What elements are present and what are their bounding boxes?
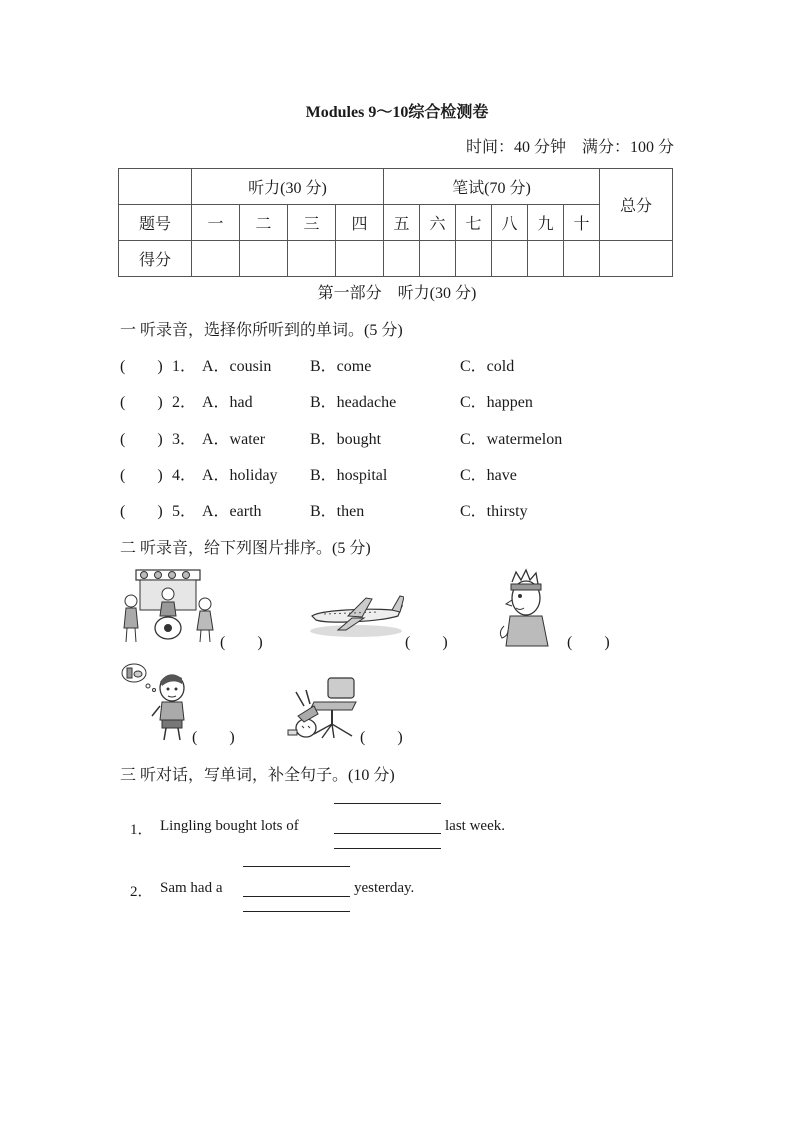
- order-paren[interactable]: ( ): [192, 729, 235, 746]
- question-number: 3．: [172, 431, 197, 448]
- section2-heading: 二 听录音，给下列图片排序。(5 分): [120, 540, 371, 557]
- table-number: 二: [240, 205, 288, 241]
- order-paren[interactable]: ( ): [405, 634, 448, 651]
- answer-paren[interactable]: ( ): [120, 358, 163, 375]
- option-c: C．watermelon: [460, 431, 563, 448]
- question-row: [120, 353, 600, 377]
- listening-header: 听力(30 分): [192, 169, 384, 205]
- score-cell[interactable]: [528, 241, 564, 277]
- sentence-start: Lingling bought lots of: [160, 818, 299, 834]
- section3-heading: 三 听对话，写单词，补全句子。(10 分): [120, 767, 395, 784]
- score-cell[interactable]: [384, 241, 420, 277]
- writing-line: [334, 848, 441, 849]
- answer-paren[interactable]: ( ): [120, 431, 163, 448]
- table-number: 十: [564, 205, 600, 241]
- answer-blank[interactable]: [334, 833, 441, 834]
- score-cell[interactable]: [336, 241, 384, 277]
- option-c: C．have: [460, 467, 517, 484]
- fill-item: [130, 880, 550, 900]
- writing-header: 笔试(70 分): [384, 169, 600, 205]
- question-row: [120, 389, 600, 413]
- score-cell[interactable]: [420, 241, 456, 277]
- answer-paren[interactable]: ( ): [120, 394, 163, 411]
- order-paren[interactable]: ( ): [567, 634, 610, 651]
- score-cell[interactable]: [240, 241, 288, 277]
- page-title: Modules 9～10综合检测卷: [305, 104, 489, 121]
- question-number: 5．: [172, 503, 197, 520]
- order-paren[interactable]: ( ): [220, 634, 263, 651]
- item-number: 2．: [130, 884, 153, 900]
- table-number: 三: [288, 205, 336, 241]
- option-c: C．cold: [460, 358, 515, 375]
- question-number: 1．: [172, 358, 197, 375]
- option-b: B．come: [310, 358, 372, 375]
- option-b: B．headache: [310, 394, 397, 411]
- fallen-chair-picture: [284, 676, 360, 742]
- item-number: 1．: [130, 822, 153, 838]
- sick-man-picture: [494, 568, 556, 648]
- table-number: 七: [456, 205, 492, 241]
- writing-line: [243, 866, 350, 867]
- answer-paren[interactable]: ( ): [120, 503, 163, 520]
- option-c: C．thirsty: [460, 503, 528, 520]
- score-cell[interactable]: [288, 241, 336, 277]
- option-b: B．then: [310, 503, 365, 520]
- part-heading: 第一部分 听力(30 分): [317, 285, 477, 302]
- option-a: A．water: [202, 431, 266, 448]
- sentence-start: Sam had a: [160, 880, 223, 896]
- sentence-end: last week.: [445, 818, 505, 834]
- score-table: [118, 168, 673, 277]
- exam-meta: 时间：40 分钟 满分：100 分: [465, 139, 674, 156]
- table-number: 六: [420, 205, 456, 241]
- question-row: [120, 462, 600, 486]
- option-a: A．earth: [202, 503, 262, 520]
- option-c: C．happen: [460, 394, 533, 411]
- section1-heading: 一 听录音，选择你所听到的单词。(5 分): [120, 322, 403, 339]
- sentence-end: yesterday.: [354, 880, 415, 896]
- answer-blank[interactable]: [243, 896, 350, 897]
- writing-line: [243, 911, 350, 912]
- option-b: B．bought: [310, 431, 382, 448]
- score-cell[interactable]: [564, 241, 600, 277]
- table-number: 八: [492, 205, 528, 241]
- band-picture: [118, 566, 218, 646]
- total-score-cell[interactable]: [600, 241, 673, 277]
- score-cell[interactable]: [192, 241, 240, 277]
- fill-item: [130, 818, 550, 838]
- option-a: A．cousin: [202, 358, 272, 375]
- score-cell[interactable]: [456, 241, 492, 277]
- row-label: 题号: [119, 205, 192, 241]
- table-number: 九: [528, 205, 564, 241]
- answer-paren[interactable]: ( ): [120, 467, 163, 484]
- question-number: 4．: [172, 467, 197, 484]
- order-paren[interactable]: ( ): [360, 729, 403, 746]
- question-row: [120, 498, 600, 522]
- thirsty-boy-picture: [120, 660, 192, 744]
- option-b: B．hospital: [310, 467, 388, 484]
- table-number: 四: [336, 205, 384, 241]
- option-a: A．had: [202, 394, 253, 411]
- writing-line: [334, 803, 441, 804]
- option-a: A．holiday: [202, 467, 278, 484]
- airplane-picture: [308, 590, 404, 638]
- table-number: 一: [192, 205, 240, 241]
- score-label: 得分: [119, 241, 192, 277]
- total-header: 总分: [600, 169, 673, 241]
- table-number: 五: [384, 205, 420, 241]
- question-row: [120, 426, 600, 450]
- table-corner: [119, 169, 192, 205]
- score-cell[interactable]: [492, 241, 528, 277]
- question-number: 2．: [172, 394, 197, 411]
